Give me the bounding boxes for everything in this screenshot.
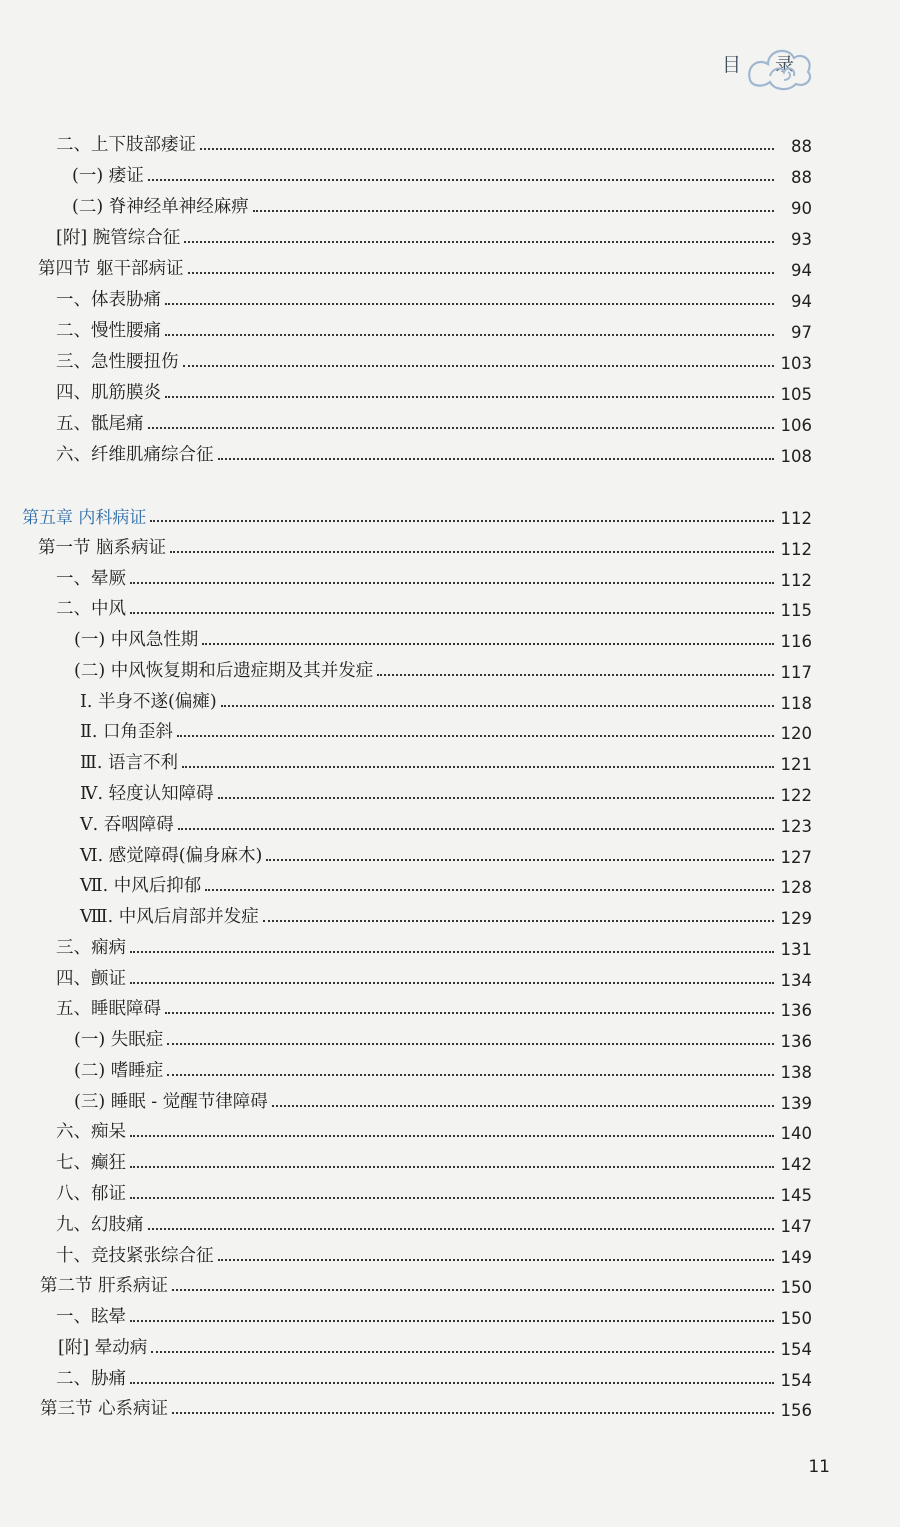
- toc-entry-label: 七、癫狂: [56, 1153, 126, 1173]
- toc-entry-label: 第五章 内科病证: [22, 508, 147, 528]
- dot-leader: [221, 705, 774, 707]
- toc-entry: [80, 775, 812, 805]
- toc-entry: [56, 436, 812, 466]
- dot-leader: [167, 1074, 774, 1076]
- toc-entry-label: 二、慢性腰痛: [56, 321, 161, 341]
- toc-entry-page: 122: [780, 786, 812, 805]
- toc-section-entry: [38, 529, 812, 559]
- toc-entry-page: 128: [780, 878, 812, 897]
- toc-entry: [56, 219, 812, 249]
- toc-entry: [80, 867, 812, 897]
- toc-entry-label: 第三节 心系病证: [40, 1399, 169, 1419]
- dot-leader: [183, 365, 775, 367]
- dot-leader: [130, 1135, 774, 1137]
- toc-entry-page: 149: [780, 1248, 812, 1267]
- toc-entry: [56, 1113, 812, 1143]
- dot-leader: [170, 551, 774, 553]
- dot-leader: [165, 303, 774, 305]
- toc-entry-label: [附] 晕动病: [58, 1338, 148, 1358]
- toc-entry-page: 123: [780, 817, 812, 836]
- toc-entry-page: 94: [791, 292, 812, 311]
- toc-entry-page: 117: [780, 663, 812, 682]
- dot-leader: [218, 1259, 775, 1261]
- toc-entry: [58, 1329, 812, 1359]
- dot-leader: [165, 334, 774, 336]
- toc-entry-label: 一、眩晕: [56, 1307, 126, 1327]
- toc-entry-label: Ⅱ. 口角歪斜: [80, 722, 174, 742]
- dot-leader: [377, 674, 774, 676]
- toc-entry: [56, 374, 812, 404]
- toc-entry: [56, 126, 812, 156]
- toc-entry-page: 120: [780, 724, 812, 743]
- toc-entry-page: 97: [791, 323, 812, 342]
- toc-entry-page: 136: [780, 1032, 812, 1051]
- toc-entry-page: 118: [780, 694, 812, 713]
- toc-entry-page: 90: [791, 199, 812, 218]
- toc-entry-page: 88: [791, 137, 812, 156]
- dot-leader: [188, 272, 774, 274]
- dot-leader: [130, 1320, 774, 1322]
- toc-entry-label: Ⅰ. 半身不遂(偏瘫): [80, 692, 217, 712]
- toc-entry-label: Ⅵ. 感觉障碍(偏身麻木): [80, 846, 263, 866]
- dot-leader: [202, 643, 774, 645]
- dot-leader: [177, 735, 774, 737]
- toc-entry: [72, 157, 812, 187]
- toc-entry-label: (一) 痿证: [72, 166, 144, 186]
- toc-entry-page: 88: [791, 168, 812, 187]
- toc-entry: [56, 281, 812, 311]
- toc-section-entry: [38, 250, 812, 280]
- toc-entry: [80, 898, 812, 928]
- toc-entry-label: 第一节 脑系病证: [38, 538, 167, 558]
- toc-entry-label: (二) 脊神经单神经麻痹: [72, 197, 249, 217]
- dot-leader: [148, 1228, 775, 1230]
- dot-leader: [253, 210, 774, 212]
- toc-entry-page: 136: [780, 1001, 812, 1020]
- toc-entry-page: 105: [780, 385, 812, 404]
- toc-entry-page: 142: [780, 1155, 812, 1174]
- toc-entry-page: 156: [780, 1401, 812, 1420]
- toc-entry: [74, 652, 812, 682]
- toc-entry-label: 六、纤维肌痛综合征: [56, 445, 214, 465]
- toc-entry-label: 九、幻肢痛: [56, 1215, 144, 1235]
- toc-entry-page: 127: [780, 848, 812, 867]
- page-header-title: 目 录: [721, 54, 808, 76]
- toc-entry-page: 150: [780, 1278, 812, 1297]
- toc-entry-label: (二) 中风恢复期和后遗症期及其并发症: [74, 661, 374, 681]
- dot-leader: [130, 1166, 774, 1168]
- toc-entry: [74, 1083, 812, 1113]
- dot-leader: [130, 612, 774, 614]
- dot-leader: [148, 427, 775, 429]
- toc-entry: [56, 312, 812, 342]
- toc-entry-label: 五、骶尾痛: [56, 414, 144, 434]
- toc-entry-label: (二) 嗜睡症: [74, 1061, 164, 1081]
- dot-leader: [218, 458, 775, 460]
- toc-entry-page: 154: [780, 1371, 812, 1390]
- toc-entry: [80, 744, 812, 774]
- dot-leader: [165, 396, 774, 398]
- toc-entry-label: 八、郁证: [56, 1184, 126, 1204]
- toc-entry-label: (一) 失眠症: [74, 1030, 164, 1050]
- toc-entry: [56, 1206, 812, 1236]
- toc-entry-page: 134: [780, 971, 812, 990]
- toc-entry: [80, 806, 812, 836]
- toc-entry-label: [附] 腕管综合征: [56, 228, 181, 248]
- page-number: 11: [808, 1457, 830, 1477]
- toc-entry-label: 二、上下肢部痿证: [56, 135, 196, 155]
- toc-entry-label: 四、颤证: [56, 969, 126, 989]
- dot-leader: [272, 1105, 774, 1107]
- toc-entry: [56, 560, 812, 590]
- toc-entry-page: 131: [780, 940, 812, 959]
- toc-entry: [80, 713, 812, 743]
- toc-entry-label: 一、体表胁痛: [56, 290, 161, 310]
- toc-entry-label: 二、中风: [56, 599, 126, 619]
- toc-entry-page: 147: [780, 1217, 812, 1236]
- toc-entry-page: 112: [780, 509, 812, 528]
- toc-entry-label: 五、睡眠障碍: [56, 999, 161, 1019]
- toc-entry-label: 三、急性腰扭伤: [56, 352, 179, 372]
- toc-chapter-entry: [22, 498, 812, 528]
- toc-entry-page: 93: [791, 230, 812, 249]
- toc-entry-label: 四、肌筋膜炎: [56, 383, 161, 403]
- toc-entry-label: Ⅴ. 吞咽障碍: [80, 815, 174, 835]
- dot-leader: [205, 889, 774, 891]
- toc-entry-label: Ⅶ. 中风后抑郁: [80, 876, 202, 896]
- cloud-ornament-icon: [744, 36, 816, 96]
- toc-entry-label: Ⅷ. 中风后肩部并发症: [80, 907, 259, 927]
- toc-entry-label: Ⅳ. 轻度认知障碍: [80, 784, 214, 804]
- toc-section-entry: [40, 1267, 812, 1297]
- dot-leader: [148, 179, 774, 181]
- toc-entry: [56, 1298, 812, 1328]
- toc-entry: [74, 1021, 812, 1051]
- dot-leader: [266, 859, 774, 861]
- dot-leader: [263, 920, 774, 922]
- toc-entry-label: Ⅲ. 语言不利: [80, 753, 179, 773]
- dot-leader: [182, 766, 774, 768]
- toc-entry-label: 十、竞技紧张综合征: [56, 1246, 214, 1266]
- toc-entry: [56, 1175, 812, 1205]
- toc-entry-page: 112: [780, 540, 812, 559]
- toc-entry-label: 三、痫病: [56, 938, 126, 958]
- toc-entry: [56, 1144, 812, 1174]
- dot-leader: [130, 1197, 774, 1199]
- dot-leader: [165, 1012, 774, 1014]
- dot-leader: [130, 982, 774, 984]
- toc-entry-page: 112: [780, 571, 812, 590]
- toc-entry: [80, 683, 812, 713]
- toc-entry: [56, 990, 812, 1020]
- dot-leader: [150, 520, 774, 522]
- toc-entry-label: 第四节 躯干部病证: [38, 259, 184, 279]
- toc-entry-page: 115: [780, 601, 812, 620]
- toc-entry-page: 140: [780, 1124, 812, 1143]
- toc-entry-page: 94: [791, 261, 812, 280]
- dot-leader: [130, 1382, 774, 1384]
- toc-entry-page: 138: [780, 1063, 812, 1082]
- dot-leader: [167, 1043, 774, 1045]
- toc-entry: [56, 1360, 812, 1390]
- dot-leader: [200, 148, 774, 150]
- dot-leader: [178, 828, 774, 830]
- toc-entry: [56, 343, 812, 373]
- toc-entry-page: 145: [780, 1186, 812, 1205]
- toc-entry: [74, 621, 812, 651]
- toc-entry-page: 106: [780, 416, 812, 435]
- dot-leader: [130, 951, 774, 953]
- toc-entry-page: 116: [780, 632, 812, 651]
- dot-leader: [172, 1289, 774, 1291]
- toc-entry-page: 154: [780, 1340, 812, 1359]
- toc-entry-label: 一、晕厥: [56, 569, 126, 589]
- toc-entry-page: 108: [780, 447, 812, 466]
- toc-entry: [80, 837, 812, 867]
- toc-entry: [56, 960, 812, 990]
- toc-entry-label: 第二节 肝系病证: [40, 1276, 169, 1296]
- toc-entry: [72, 188, 812, 218]
- toc-entry-page: 103: [780, 354, 812, 373]
- dot-leader: [151, 1351, 774, 1353]
- toc-entry-page: 129: [780, 909, 812, 928]
- toc-entry: [56, 405, 812, 435]
- toc-entry-page: 139: [780, 1094, 812, 1113]
- dot-leader: [172, 1412, 774, 1414]
- toc-entry: [56, 590, 812, 620]
- toc-entry-page: 150: [780, 1309, 812, 1328]
- toc-entry-label: 六、痴呆: [56, 1122, 126, 1142]
- toc-section-entry: [40, 1390, 812, 1420]
- toc-entry: [56, 1237, 812, 1267]
- dot-leader: [218, 797, 774, 799]
- toc-entry: [56, 929, 812, 959]
- toc-entry-label: 二、胁痛: [56, 1369, 126, 1389]
- toc-entry: [74, 1052, 812, 1082]
- dot-leader: [130, 582, 774, 584]
- toc-entry-page: 121: [780, 755, 812, 774]
- toc-entry-label: (三) 睡眠 - 觉醒节律障碍: [74, 1092, 268, 1112]
- toc-entry-label: (一) 中风急性期: [74, 630, 199, 650]
- dot-leader: [184, 241, 774, 243]
